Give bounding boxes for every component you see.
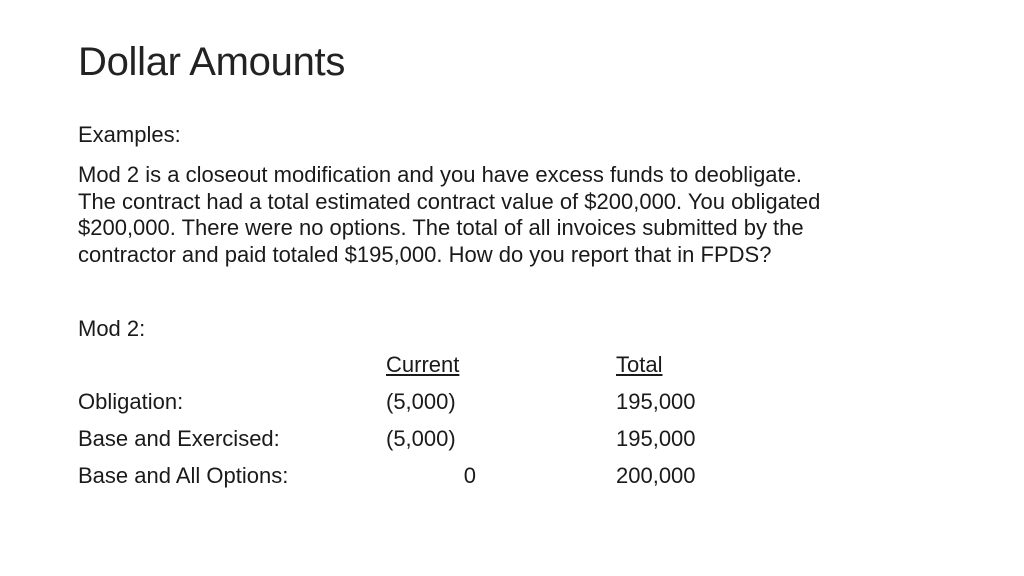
- row-current: (5,000): [386, 389, 456, 414]
- slide-title: Dollar Amounts: [78, 40, 346, 84]
- example-paragraph: [78, 162, 958, 268]
- amounts-table: [78, 352, 778, 500]
- table-header-row: [78, 352, 778, 389]
- row-label: Base and Exercised:: [78, 426, 280, 451]
- paragraph-line-3: $200,000. There were no options. The total of all invoices submitted by the: [78, 215, 804, 240]
- row-total: 195,000: [616, 389, 696, 414]
- header-current: Current: [386, 352, 460, 377]
- mod-label: Mod 2:: [78, 316, 146, 341]
- row-current: (5,000): [386, 426, 456, 451]
- table-row: [78, 463, 778, 500]
- row-label: Obligation:: [78, 389, 184, 414]
- table-row: [78, 426, 778, 463]
- row-total: 200,000: [616, 463, 696, 488]
- row-current: 0: [463, 463, 476, 488]
- paragraph-line-2: The contract had a total estimated contract value of $200,000. You obligated: [78, 188, 821, 214]
- paragraph-line-4: contractor and paid totaled $195,000. How do you report that in FPDS?: [78, 241, 772, 267]
- row-label: Base and All Options:: [78, 463, 289, 488]
- row-total: 195,000: [616, 426, 696, 451]
- examples-label: Examples:: [78, 122, 181, 147]
- table-row: [78, 389, 778, 426]
- header-total: Total: [616, 352, 663, 377]
- paragraph-line-1: Mod 2 is a closeout modification and you have excess funds to deobligate.: [78, 162, 803, 187]
